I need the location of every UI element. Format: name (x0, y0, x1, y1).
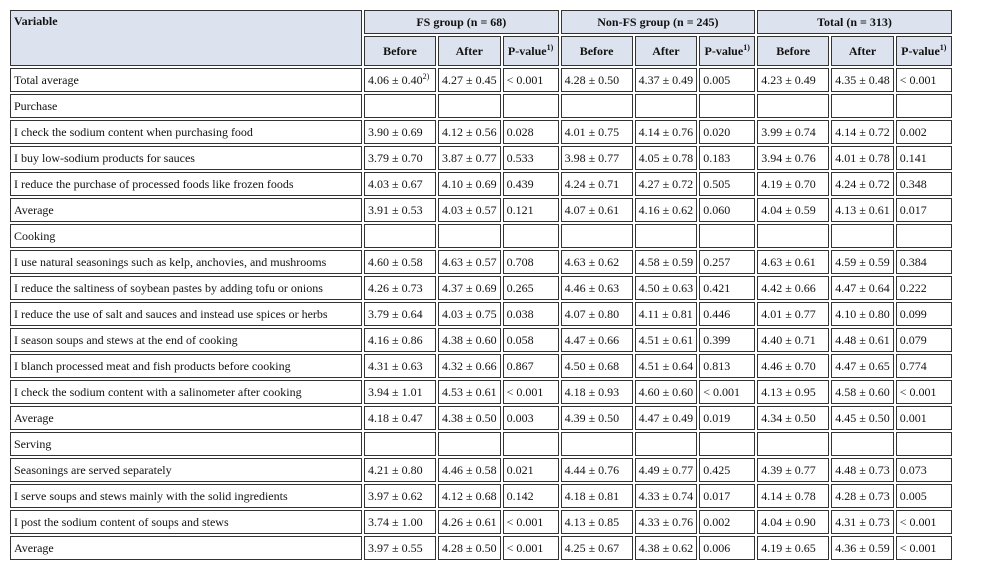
table-row (10, 510, 952, 534)
value-cell: 4.04 ± 0.90 (757, 510, 829, 534)
value-cell: 4.48 ± 0.73 (831, 458, 894, 482)
value-cell: 0.265 (503, 276, 559, 300)
value-cell: 4.37 ± 0.69 (438, 276, 501, 300)
value-cell: 4.18 ± 0.81 (561, 484, 633, 508)
value-cell: 4.42 ± 0.66 (757, 276, 829, 300)
header-non-fs-group: Non-FS group (n = 245) (561, 10, 756, 34)
value-cell: 4.28 ± 0.73 (831, 484, 894, 508)
value-cell: 0.058 (503, 328, 559, 352)
value-cell: 4.51 ± 0.64 (635, 354, 698, 378)
empty-cell (364, 224, 436, 248)
empty-cell (438, 432, 501, 456)
value-cell: 4.24 ± 0.72 (831, 172, 894, 196)
header-after: After (438, 36, 501, 66)
value-cell: 4.26 ± 0.73 (364, 276, 436, 300)
section-row (10, 224, 952, 248)
empty-cell (896, 224, 952, 248)
value-cell: 4.03 ± 0.57 (438, 198, 501, 222)
data-table (8, 8, 954, 562)
value-cell: 4.03 ± 0.67 (364, 172, 436, 196)
value-cell: 4.13 ± 0.61 (831, 198, 894, 222)
header-fs-group: FS group (n = 68) (364, 10, 559, 34)
value-cell: < 0.001 (896, 68, 952, 92)
value-cell: 0.021 (503, 458, 559, 482)
value-cell: 4.13 ± 0.85 (561, 510, 633, 534)
value-cell: 3.99 ± 0.74 (757, 120, 829, 144)
value-cell: < 0.001 (503, 536, 559, 560)
header-p-value: P-value$^{1)}$ (503, 36, 559, 66)
value-cell: 4.03 ± 0.75 (438, 302, 501, 326)
value-cell: 3.79 ± 0.64 (364, 302, 436, 326)
value-cell: 0.002 (896, 120, 952, 144)
value-cell: 0.141 (896, 146, 952, 170)
value-cell: 0.017 (699, 484, 755, 508)
value-cell: 4.26 ± 0.61 (438, 510, 501, 534)
header-before: Before (364, 36, 436, 66)
table-row (10, 484, 952, 508)
value-cell: 0.020 (699, 120, 755, 144)
empty-cell (757, 432, 829, 456)
header-total: Total (n = 313) (757, 10, 952, 34)
value-cell: 4.36 ± 0.59 (831, 536, 894, 560)
table-row (10, 458, 952, 482)
value-cell: < 0.001 (896, 380, 952, 404)
value-cell: 4.58 ± 0.59 (635, 250, 698, 274)
empty-cell (503, 432, 559, 456)
value-cell: 4.21 ± 0.80 (364, 458, 436, 482)
value-cell: 0.002 (699, 510, 755, 534)
value-cell: 4.16 ± 0.86 (364, 328, 436, 352)
value-cell: 4.60 ± 0.58 (364, 250, 436, 274)
value-cell: 0.222 (896, 276, 952, 300)
table-row (10, 68, 952, 92)
value-cell: 0.017 (896, 198, 952, 222)
table-row (10, 120, 952, 144)
value-cell: 4.12 ± 0.56 (438, 120, 501, 144)
value-cell: 4.28 ± 0.50 (438, 536, 501, 560)
empty-cell (635, 94, 698, 118)
empty-cell (896, 432, 952, 456)
value-cell: 4.39 ± 0.50 (561, 406, 633, 430)
value-cell: 0.005 (699, 68, 755, 92)
value-cell: 0.001 (896, 406, 952, 430)
empty-cell (438, 94, 501, 118)
row-label: I use natural seasonings such as kelp, anchovies, and mushrooms (10, 250, 362, 274)
row-label: I reduce the saltiness of soybean pastes by adding tofu or onions (10, 276, 362, 300)
empty-cell (561, 432, 633, 456)
value-cell: 0.439 (503, 172, 559, 196)
footnote-marker: 1) (743, 42, 750, 52)
value-cell: 0.446 (699, 302, 755, 326)
header-before: Before (561, 36, 633, 66)
empty-cell (699, 432, 755, 456)
table-row (10, 198, 952, 222)
value-cell: 4.31 ± 0.73 (831, 510, 894, 534)
value-cell: 4.14 ± 0.72 (831, 120, 894, 144)
value-cell: 3.94 ± 0.76 (757, 146, 829, 170)
value-cell: 3.79 ± 0.70 (364, 146, 436, 170)
value-cell: 4.53 ± 0.61 (438, 380, 501, 404)
value-cell: 4.01 ± 0.78 (831, 146, 894, 170)
value-cell: 4.46 ± 0.63 (561, 276, 633, 300)
value-cell: 4.16 ± 0.62 (635, 198, 698, 222)
value-cell: 0.421 (699, 276, 755, 300)
empty-cell (635, 224, 698, 248)
value-cell: 0.142 (503, 484, 559, 508)
empty-cell (699, 224, 755, 248)
row-label: I check the sodium content when purchasing food (10, 120, 362, 144)
row-label: I buy low-sodium products for sauces (10, 146, 362, 170)
empty-cell (831, 432, 894, 456)
value-cell: 4.47 ± 0.64 (831, 276, 894, 300)
value-cell: 4.47 ± 0.66 (561, 328, 633, 352)
value-cell: 4.48 ± 0.61 (831, 328, 894, 352)
section-label: Purchase (10, 94, 362, 118)
table-row (10, 302, 952, 326)
value-cell: 0.183 (699, 146, 755, 170)
value-cell: 4.38 ± 0.60 (438, 328, 501, 352)
value-cell: 4.38 ± 0.62 (635, 536, 698, 560)
row-label: I post the sodium content of soups and stews (10, 510, 362, 534)
value-cell: 4.33 ± 0.76 (635, 510, 698, 534)
value-cell: $4.06 \pm 0.40^{2)}$ (364, 68, 436, 92)
value-cell: 4.58 ± 0.60 (831, 380, 894, 404)
value-cell: 3.90 ± 0.69 (364, 120, 436, 144)
header-p-value: P-value$^{1)}$ (896, 36, 952, 66)
value-cell: 4.14 ± 0.78 (757, 484, 829, 508)
value-cell: 4.27 ± 0.45 (438, 68, 501, 92)
value-cell: 4.12 ± 0.68 (438, 484, 501, 508)
value-cell: 4.63 ± 0.62 (561, 250, 633, 274)
value-cell: 4.14 ± 0.76 (635, 120, 698, 144)
value-cell: 4.10 ± 0.80 (831, 302, 894, 326)
value-cell: 4.19 ± 0.70 (757, 172, 829, 196)
value-cell: 4.24 ± 0.71 (561, 172, 633, 196)
value-cell: 4.13 ± 0.95 (757, 380, 829, 404)
empty-cell (757, 224, 829, 248)
table-body (10, 68, 952, 560)
table-row (10, 354, 952, 378)
value-cell: 4.50 ± 0.63 (635, 276, 698, 300)
value-cell: 4.50 ± 0.68 (561, 354, 633, 378)
value-cell: 4.59 ± 0.59 (831, 250, 894, 274)
empty-cell (757, 94, 829, 118)
value-cell: 4.45 ± 0.50 (831, 406, 894, 430)
row-label: I serve soups and stews mainly with the solid ingredients (10, 484, 362, 508)
empty-cell (896, 94, 952, 118)
value-cell: 4.60 ± 0.60 (635, 380, 698, 404)
value-cell: 0.774 (896, 354, 952, 378)
value-cell: 4.63 ± 0.57 (438, 250, 501, 274)
value-cell: 4.11 ± 0.81 (635, 302, 698, 326)
empty-cell (503, 224, 559, 248)
value-cell: 4.05 ± 0.78 (635, 146, 698, 170)
value-cell: 0.099 (896, 302, 952, 326)
value-cell: 0.079 (896, 328, 952, 352)
value-cell: 0.533 (503, 146, 559, 170)
empty-cell (831, 94, 894, 118)
value-cell: 4.18 ± 0.47 (364, 406, 436, 430)
value-cell: < 0.001 (503, 68, 559, 92)
value-cell: 0.399 (699, 328, 755, 352)
footnote-marker: 1) (939, 42, 947, 52)
value-cell: 4.63 ± 0.61 (757, 250, 829, 274)
value-cell: 0.867 (503, 354, 559, 378)
value-cell: 4.32 ± 0.66 (438, 354, 501, 378)
value-cell: 4.18 ± 0.93 (561, 380, 633, 404)
value-cell: < 0.001 (503, 380, 559, 404)
value-cell: 0.121 (503, 198, 559, 222)
value-cell: 0.708 (503, 250, 559, 274)
empty-cell (561, 94, 633, 118)
value-cell: < 0.001 (699, 380, 755, 404)
row-label: Average (10, 406, 362, 430)
value-cell: 0.505 (699, 172, 755, 196)
table-row (10, 146, 952, 170)
value-cell: 4.01 ± 0.75 (561, 120, 633, 144)
footnote-marker: 2) (422, 71, 430, 81)
value-cell: 4.39 ± 0.77 (757, 458, 829, 482)
value-cell: 4.07 ± 0.80 (561, 302, 633, 326)
value-cell: 4.46 ± 0.70 (757, 354, 829, 378)
value-cell: 3.87 ± 0.77 (438, 146, 501, 170)
value-cell: 0.073 (896, 458, 952, 482)
value-cell: 0.028 (503, 120, 559, 144)
value-cell: 0.019 (699, 406, 755, 430)
value-cell: 0.006 (699, 536, 755, 560)
empty-cell (831, 224, 894, 248)
value-cell: 0.038 (503, 302, 559, 326)
row-label: Total average (10, 68, 362, 92)
table-container (8, 8, 954, 562)
value-cell: 4.01 ± 0.77 (757, 302, 829, 326)
value-cell: 0.384 (896, 250, 952, 274)
value-cell: 4.51 ± 0.61 (635, 328, 698, 352)
row-label: I season soups and stews at the end of cooking (10, 328, 362, 352)
empty-cell (635, 432, 698, 456)
value-cell: 4.28 ± 0.50 (561, 68, 633, 92)
value-cell: 3.97 ± 0.55 (364, 536, 436, 560)
table-header (10, 10, 952, 66)
table-row (10, 276, 952, 300)
section-label: Cooking (10, 224, 362, 248)
value-cell: 4.47 ± 0.65 (831, 354, 894, 378)
value-cell: 3.91 ± 0.53 (364, 198, 436, 222)
value-cell: 4.49 ± 0.77 (635, 458, 698, 482)
empty-cell (699, 94, 755, 118)
value-cell: 4.07 ± 0.61 (561, 198, 633, 222)
value-cell: 4.33 ± 0.74 (635, 484, 698, 508)
value-cell: 0.003 (503, 406, 559, 430)
empty-cell (364, 94, 436, 118)
value-cell: 4.46 ± 0.58 (438, 458, 501, 482)
value-cell: 0.060 (699, 198, 755, 222)
value-cell: 4.34 ± 0.50 (757, 406, 829, 430)
empty-cell (438, 224, 501, 248)
header-p-value: P-value$^{1)}$ (699, 36, 755, 66)
value-cell: 4.10 ± 0.69 (438, 172, 501, 196)
value-cell: < 0.001 (896, 510, 952, 534)
value-cell: 0.813 (699, 354, 755, 378)
value-cell: 3.74 ± 1.00 (364, 510, 436, 534)
value-cell: 4.19 ± 0.65 (757, 536, 829, 560)
value-cell: 4.35 ± 0.48 (831, 68, 894, 92)
header-variable: Variable (10, 10, 362, 66)
header-after: After (831, 36, 894, 66)
row-label: I reduce the purchase of processed foods like frozen foods (10, 172, 362, 196)
value-cell: < 0.001 (896, 536, 952, 560)
value-cell: 4.40 ± 0.71 (757, 328, 829, 352)
value-cell: 0.005 (896, 484, 952, 508)
section-row (10, 432, 952, 456)
empty-cell (364, 432, 436, 456)
value-cell: 4.23 ± 0.49 (757, 68, 829, 92)
row-label: Average (10, 536, 362, 560)
table-row (10, 250, 952, 274)
value-cell: 4.44 ± 0.76 (561, 458, 633, 482)
section-label: Serving (10, 432, 362, 456)
row-label: I check the sodium content with a salinometer after cooking (10, 380, 362, 404)
table-row (10, 536, 952, 560)
header-after: After (635, 36, 698, 66)
value-cell: 4.31 ± 0.63 (364, 354, 436, 378)
value-cell: 4.27 ± 0.72 (635, 172, 698, 196)
table-row (10, 172, 952, 196)
table-row (10, 406, 952, 430)
value-cell: 0.348 (896, 172, 952, 196)
section-row (10, 94, 952, 118)
row-label: Seasonings are served separately (10, 458, 362, 482)
empty-cell (561, 224, 633, 248)
value-cell: 4.38 ± 0.50 (438, 406, 501, 430)
table-row (10, 380, 952, 404)
value-cell: 4.47 ± 0.49 (635, 406, 698, 430)
value-cell: 3.98 ± 0.77 (561, 146, 633, 170)
row-label: I blanch processed meat and fish products before cooking (10, 354, 362, 378)
empty-cell (503, 94, 559, 118)
value-cell: < 0.001 (503, 510, 559, 534)
value-cell: 4.25 ± 0.67 (561, 536, 633, 560)
value-cell: 4.04 ± 0.59 (757, 198, 829, 222)
row-label: Average (10, 198, 362, 222)
footnote-marker: 1) (546, 42, 554, 52)
value-cell: 0.425 (699, 458, 755, 482)
value-cell: 3.94 ± 1.01 (364, 380, 436, 404)
header-before: Before (757, 36, 829, 66)
row-label: I reduce the use of salt and sauces and instead use spices or herbs (10, 302, 362, 326)
value-cell: 0.257 (699, 250, 755, 274)
value-cell: 3.97 ± 0.62 (364, 484, 436, 508)
table-row (10, 328, 952, 352)
value-cell: 4.37 ± 0.49 (635, 68, 698, 92)
